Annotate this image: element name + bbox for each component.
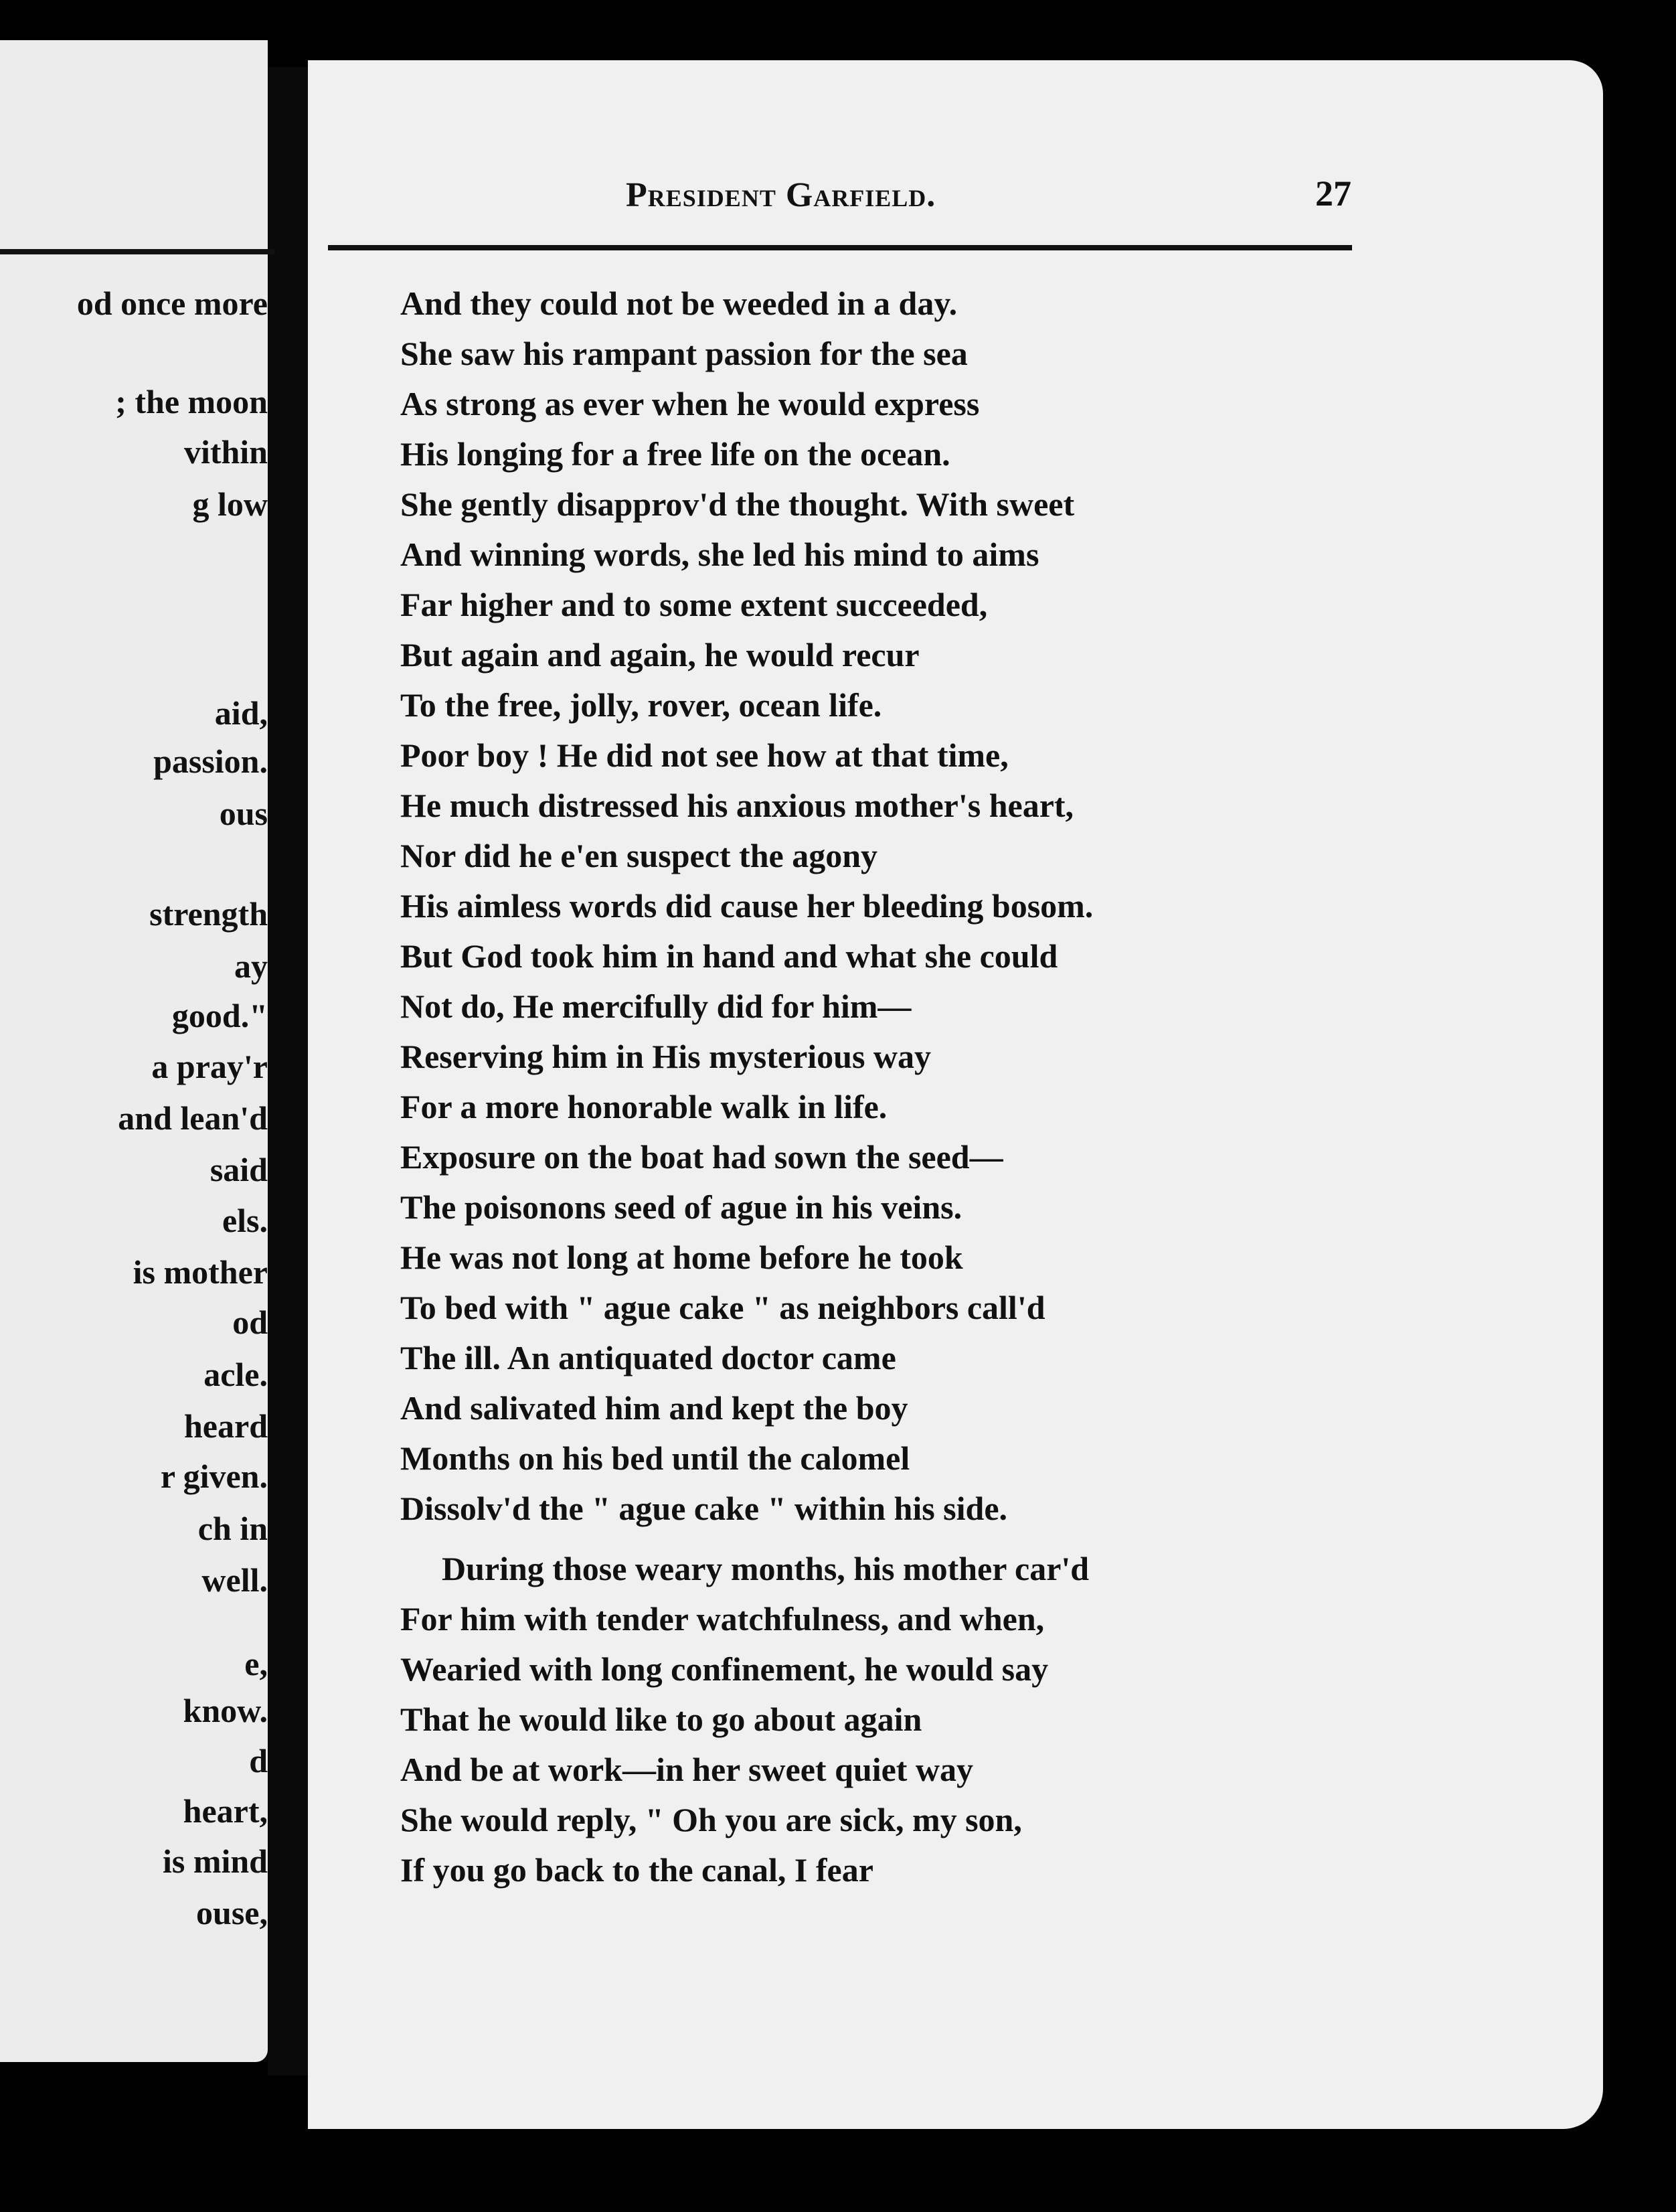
text-line: For him with tender watchfulness, and when, bbox=[400, 1600, 1045, 1638]
left-line: well. bbox=[201, 1561, 268, 1599]
left-line: els. bbox=[222, 1202, 268, 1239]
text-line: His longing for a free life on the ocean. bbox=[400, 435, 950, 473]
left-line: od once more bbox=[76, 285, 268, 322]
text-line: The poisonons seed of ague in his veins. bbox=[400, 1188, 962, 1226]
left-line: ous bbox=[219, 795, 268, 832]
left-line: d bbox=[249, 1742, 268, 1780]
right-page-header-rule bbox=[328, 245, 1352, 250]
text-line: If you go back to the canal, I fear bbox=[400, 1851, 873, 1889]
left-line: od bbox=[232, 1304, 268, 1341]
left-line: is mind bbox=[162, 1842, 268, 1880]
left-line: aid, bbox=[214, 694, 268, 732]
text-line: He much distressed his anxious mother's heart, bbox=[400, 787, 1074, 824]
text-line: To the free, jolly, rover, ocean life. bbox=[400, 686, 882, 724]
left-line: ch in bbox=[197, 1510, 268, 1547]
text-line: His aimless words did cause her bleeding bosom. bbox=[400, 887, 1094, 925]
text-line: But again and again, he would recur bbox=[400, 636, 920, 674]
left-line: said bbox=[210, 1151, 268, 1188]
text-line: Reserving him in His mysterious way bbox=[400, 1038, 932, 1075]
text-line: Poor boy ! He did not see how at that time, bbox=[400, 736, 1009, 774]
text-line: That he would like to go about again bbox=[400, 1701, 922, 1738]
left-line: a pray'r bbox=[151, 1048, 268, 1085]
text-line: Months on his bed until the calomel bbox=[400, 1439, 910, 1477]
text-line: And winning words, she led his mind to aims bbox=[400, 536, 1039, 573]
left-line: heard bbox=[184, 1407, 268, 1445]
left-line: ouse, bbox=[196, 1894, 268, 1931]
text-line: He was not long at home before he took bbox=[400, 1239, 963, 1276]
left-line: acle. bbox=[203, 1356, 268, 1393]
text-line: But God took him in hand and what she could bbox=[400, 937, 1058, 975]
left-line: strength bbox=[149, 895, 268, 933]
left-line: ay bbox=[234, 947, 268, 985]
text-line: During those weary months, his mother car'd bbox=[442, 1550, 1090, 1587]
running-head-title: President Garfield. bbox=[626, 176, 936, 214]
text-line: To bed with " ague cake " as neighbors call'd bbox=[400, 1289, 1045, 1326]
left-line: e, bbox=[244, 1645, 268, 1682]
left-line: good." bbox=[171, 997, 268, 1034]
left-line: g low bbox=[192, 485, 268, 523]
text-line: And be at work—in her sweet quiet way bbox=[400, 1751, 974, 1788]
left-line: is mother bbox=[133, 1253, 268, 1291]
book-gutter bbox=[268, 67, 308, 2075]
text-line: Nor did he e'en suspect the agony bbox=[400, 837, 878, 874]
text-line: She would reply, " Oh you are sick, my son, bbox=[400, 1801, 1022, 1838]
text-line: She gently disapprov'd the thought. With sweet bbox=[400, 485, 1075, 523]
left-line: heart, bbox=[183, 1792, 268, 1830]
left-line: r given. bbox=[160, 1457, 268, 1495]
text-line: Far higher and to some extent succeeded, bbox=[400, 586, 988, 623]
text-line: Wearied with long confinement, he would say bbox=[400, 1650, 1049, 1688]
text-line: Exposure on the boat had sown the seed— bbox=[400, 1138, 1003, 1176]
text-line: For a more honorable walk in life. bbox=[400, 1088, 888, 1125]
left-line: and lean'd bbox=[118, 1099, 268, 1137]
text-line: Dissolv'd the " ague cake " within his side. bbox=[400, 1490, 1008, 1527]
left-line: passion. bbox=[153, 742, 268, 780]
page-number: 27 bbox=[1315, 173, 1351, 214]
text-line: As strong as ever when he would express bbox=[400, 385, 980, 422]
text-line: She saw his rampant passion for the sea bbox=[400, 335, 968, 372]
left-line: ; the moon bbox=[115, 383, 268, 420]
left-line: know. bbox=[183, 1692, 268, 1729]
text-line: Not do, He mercifully did for him— bbox=[400, 988, 912, 1025]
left-page-text bbox=[0, 0, 268, 2075]
text-line: And salivated him and kept the boy bbox=[400, 1389, 908, 1427]
text-line: And they could not be weeded in a day. bbox=[400, 285, 958, 322]
left-line: vithin bbox=[183, 433, 268, 471]
text-line: The ill. An antiquated doctor came bbox=[400, 1339, 896, 1376]
